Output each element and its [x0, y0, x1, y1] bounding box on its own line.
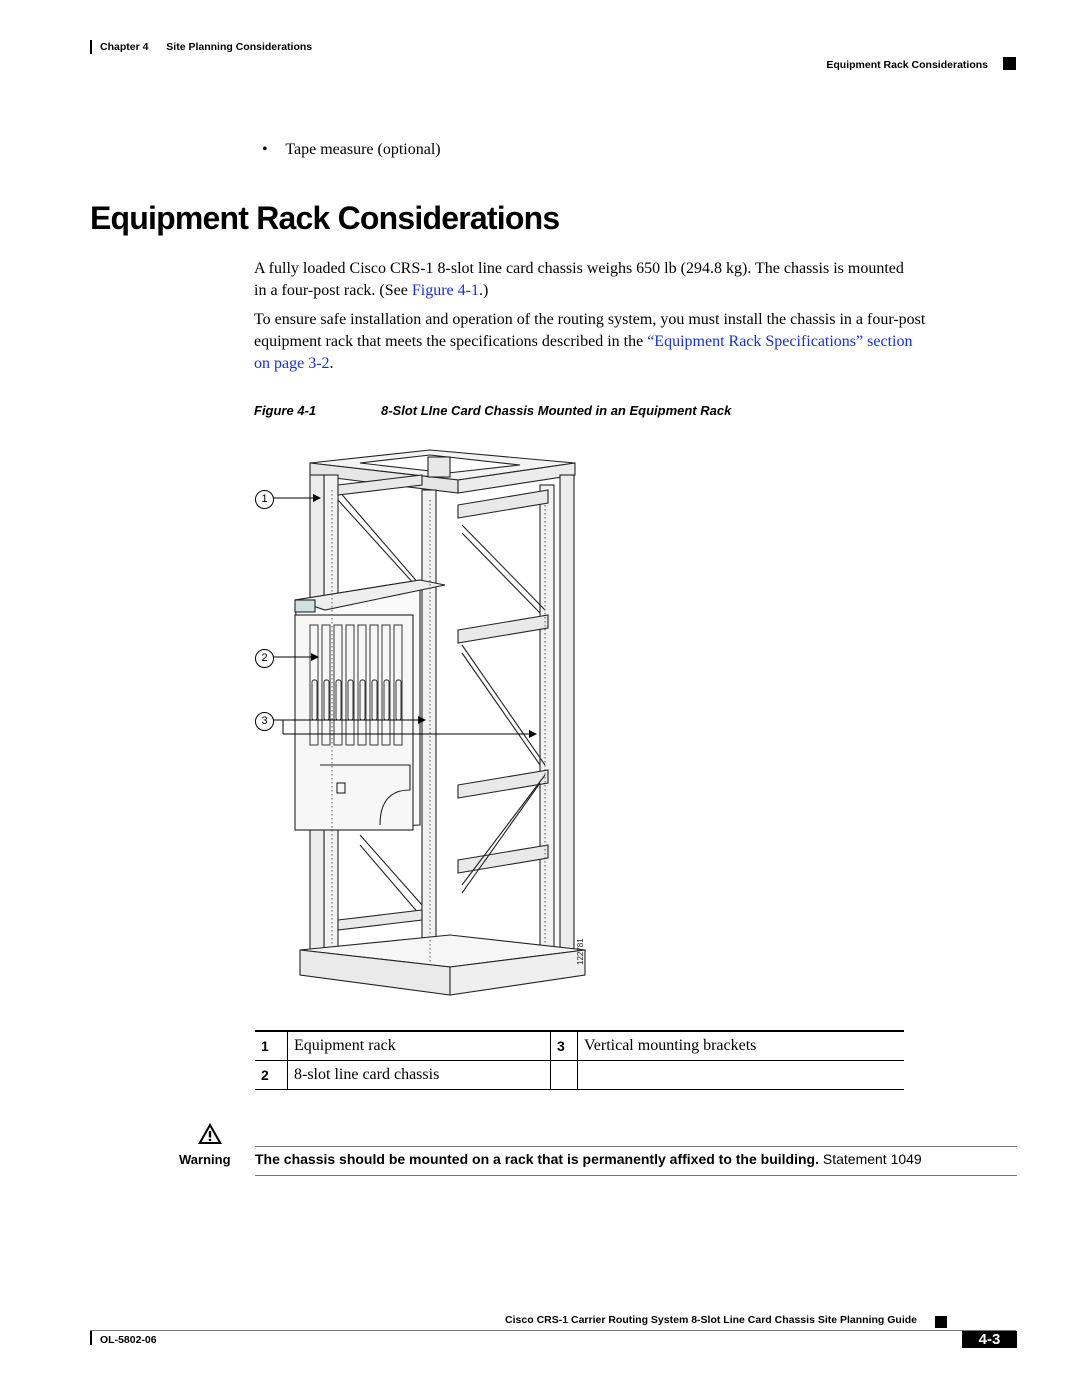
- paragraph-2: [254, 309, 1034, 375]
- figure-title: 8-Slot LIne Card Chassis Mounted in an Equipment Rack: [381, 403, 732, 418]
- figure-link[interactable]: Figure 4-1: [411, 282, 479, 299]
- header-left-rule: [90, 40, 92, 54]
- legend-label: [578, 1061, 905, 1090]
- rack-spec-link[interactable]: “Equipment Rack Specifications” section: [647, 333, 913, 350]
- bullet-item: [262, 139, 441, 161]
- page-number: 4-3: [978, 1331, 1001, 1348]
- figure-image-id: 122781: [576, 938, 585, 965]
- rack-spec-page-link[interactable]: on page 3-2: [254, 355, 330, 372]
- paragraph-1-line-1: A fully loaded Cisco CRS-1 8-slot line card chassis weighs 650 lb (294.8 kg). The chassis is mounted: [254, 260, 904, 277]
- paragraph-2-line-1: To ensure safe installation and operation of the routing system, you must install the chassis in a four-post: [254, 311, 926, 328]
- legend-row: [255, 1032, 904, 1061]
- callout-3-arrows: [273, 712, 543, 742]
- legend-number: 1: [255, 1032, 288, 1061]
- footer-left-rule: [90, 1331, 92, 1345]
- figure-legend-table: [255, 1032, 904, 1090]
- callout-1: 1: [255, 490, 274, 509]
- warning-statement-body: The chassis should be mounted on a rack that is permanently affixed to the building.: [255, 1151, 819, 1167]
- legend-number: 3: [551, 1032, 578, 1061]
- footer-right-block: [935, 1316, 947, 1328]
- warning-label: Warning: [179, 1152, 231, 1167]
- callout-2-arrow: [273, 651, 323, 663]
- header-section: Equipment Rack Considerations: [826, 59, 988, 71]
- legend-number: [551, 1061, 578, 1090]
- callout-3: 3: [255, 712, 274, 731]
- legend-label: Equipment rack: [288, 1032, 551, 1061]
- callout-2: 2: [255, 649, 274, 668]
- header-chapter: [100, 41, 312, 53]
- footer-doc-number: OL-5802-06: [100, 1334, 157, 1346]
- legend-label: 8-slot line card chassis: [288, 1061, 551, 1090]
- warning-statement-number: Statement 1049: [822, 1151, 922, 1167]
- paragraph-2-line-2: equipment rack that meets the specifications described in the “Equipment Rack Specifications” section: [254, 333, 913, 350]
- warning-top-rule: [255, 1146, 1017, 1147]
- callout-1-arrow: [273, 492, 323, 504]
- header-right-block: [1003, 57, 1016, 70]
- warning-bottom-rule: [255, 1175, 1017, 1176]
- bullet-dot: •: [262, 141, 268, 158]
- page-number-block: [962, 1331, 1017, 1348]
- figure-number: Figure 4-1: [254, 403, 317, 418]
- legend-row: [255, 1061, 904, 1090]
- footer-rule: [90, 1330, 1016, 1331]
- bullet-text: Tape measure (optional): [285, 141, 441, 158]
- footer-guide-title: Cisco CRS-1 Carrier Routing System 8-Slot Line Card Chassis Site Planning Guide: [505, 1314, 917, 1326]
- section-heading: Equipment Rack Considerations: [90, 200, 560, 236]
- legend-label: Vertical mounting brackets: [578, 1032, 905, 1061]
- header-chapter-title: Site Planning Considerations: [166, 41, 313, 53]
- paragraph-1-line-2: in a four-post rack. (See Figure 4-1.): [254, 282, 489, 299]
- paragraph-1: [254, 258, 1024, 302]
- header-chapter-number: Chapter 4: [100, 41, 149, 53]
- legend-number: 2: [255, 1061, 288, 1090]
- warning-triangle-icon: [197, 1122, 223, 1145]
- warning-text: [255, 1151, 1025, 1167]
- paragraph-2-line-3: on page 3-2.: [254, 355, 334, 372]
